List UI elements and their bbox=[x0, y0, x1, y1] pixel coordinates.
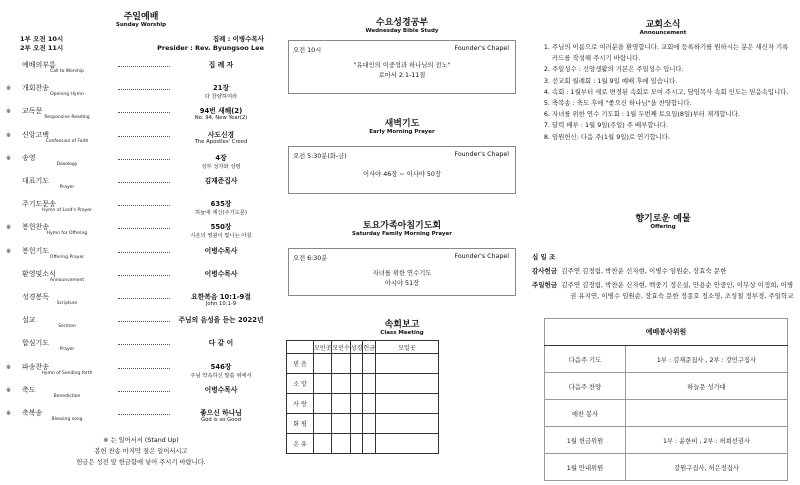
duty-value: 강원구집사, 허은정집사 bbox=[626, 454, 788, 481]
dawn-scripture: 이사야 46장 ~ 이사야 50장 bbox=[363, 171, 441, 178]
table-header: 헌금 bbox=[363, 341, 376, 354]
order-item-name: 성경봉독 bbox=[22, 293, 50, 301]
news-subtitle: Announcement bbox=[639, 30, 687, 36]
dotted-leader bbox=[118, 107, 170, 113]
list-item: 6. 자녀를 위한 연수 기도회 : 1월 두번째 토요일(8일)부터 재개합니다. bbox=[552, 109, 790, 120]
order-item-name: 신앙고백 bbox=[22, 130, 50, 139]
order-item-name: 봉헌찬송 bbox=[22, 223, 50, 232]
order-item-value: 요한복음 10:1-9절 bbox=[191, 293, 251, 301]
dawn-place: Founder's Chapel bbox=[454, 151, 509, 158]
duty-value bbox=[626, 400, 788, 427]
order-item-name: 개회찬송 bbox=[22, 84, 50, 93]
order-item-name: 합심기도 bbox=[22, 339, 50, 348]
saturday-header bbox=[282, 221, 522, 238]
dotted-leader bbox=[118, 61, 170, 67]
order-item bbox=[6, 128, 272, 152]
table-header bbox=[287, 341, 314, 354]
wednesday-topic: "유대인의 이중성과 하나님의 전노" bbox=[353, 62, 451, 69]
thanks-offering-label: 감사헌금 bbox=[532, 267, 558, 275]
order-item bbox=[10, 313, 272, 337]
stand-up-mark: ※ bbox=[6, 386, 12, 394]
dotted-leader bbox=[118, 363, 170, 369]
order-item-detail: God is so Good bbox=[201, 417, 241, 423]
volunteers-title: 예배봉사위원 bbox=[545, 319, 788, 346]
worship-title: 주일예배 bbox=[123, 12, 159, 22]
table-row bbox=[545, 373, 788, 400]
order-item bbox=[10, 174, 272, 198]
class-meeting-header-row bbox=[287, 341, 439, 354]
order-item-name: 송영 bbox=[22, 153, 36, 162]
order-item-english: Prayer bbox=[59, 347, 75, 353]
worship-subtitle: Sunday Worship bbox=[115, 22, 167, 28]
order-item-detail: 성부 성자와 성령 bbox=[201, 163, 241, 170]
footer-offering-note: 봉헌 찬송 마지막 절은 일어서시고 bbox=[94, 448, 188, 455]
wednesday-box bbox=[288, 40, 516, 94]
order-item-value: 546장 bbox=[210, 362, 232, 371]
list-item: 4. 속회 : 1월부터 새로 변경된 속회로 모여 주시고, 담임목사 속회 인도는 믿음속입니다. bbox=[552, 87, 790, 98]
stand-up-mark: ※ bbox=[6, 85, 12, 93]
order-item-detail: 다 찬양하여라 bbox=[204, 94, 238, 101]
order-item-english: Opening Hymn bbox=[50, 92, 84, 98]
order-item-english: Benediction bbox=[53, 393, 81, 399]
row-label: 사 랑 bbox=[287, 394, 314, 414]
order-item-value: 주님의 음성을 듣는 2022년 bbox=[178, 316, 264, 325]
order-item-name: 봉헌기도 bbox=[22, 246, 50, 255]
table-row bbox=[287, 354, 439, 374]
news-title: 교회소식 bbox=[645, 20, 681, 30]
news-header bbox=[532, 20, 794, 37]
dotted-leader bbox=[118, 386, 170, 392]
thanks-offering-names: 김주연 김정림, 박찬운 신자현, 이병수 임원순, 장효숙 문한 bbox=[561, 267, 727, 275]
order-item-english: Responsive Reading bbox=[44, 115, 90, 121]
order-item bbox=[6, 151, 272, 175]
news-panel bbox=[532, 0, 794, 485]
order-item-detail: 주님 약속하신 말씀 위에서 bbox=[190, 372, 252, 379]
duty-label: 1월 헌금위원 bbox=[545, 427, 626, 454]
tithe-label: 십 일 조 bbox=[532, 253, 556, 261]
order-item-name: 대표기도 bbox=[22, 177, 50, 185]
order-item-english: Sermon bbox=[58, 324, 76, 330]
wednesday-subtitle: Wednesday Bible Study bbox=[365, 28, 439, 34]
order-item-name: 환영및소식 bbox=[22, 269, 56, 278]
stand-up-mark: ※ bbox=[6, 410, 12, 417]
order-item bbox=[6, 81, 272, 105]
dotted-leader bbox=[118, 200, 170, 206]
duty-label: 다음주 찬양 bbox=[545, 373, 626, 400]
thanks-offering-line bbox=[532, 266, 794, 277]
wednesday-time: 오전 10시 bbox=[293, 47, 322, 54]
dawn-header bbox=[282, 119, 522, 136]
order-item bbox=[6, 360, 272, 384]
order-item-value: 4장 bbox=[215, 153, 227, 162]
duty-value: 1부 : 김재준집사 , 2부 : 강민구집사 bbox=[626, 346, 788, 373]
table-row bbox=[287, 414, 439, 434]
order-item-name: 축도 bbox=[22, 385, 36, 394]
footer-offering-box-note: 헌금은 성전 앞 헌금함에 넣어 주시기 바랍니다. bbox=[76, 459, 206, 466]
order-item-value: 김재준집사 bbox=[204, 177, 238, 185]
dotted-leader bbox=[118, 316, 170, 322]
order-item-value: 좋으신 하나님 bbox=[200, 409, 242, 417]
order-item-english: Blessing song bbox=[51, 417, 83, 422]
service-time-1: 1부 오전 10시 bbox=[20, 35, 64, 43]
order-item-english: Hymn of Sending forth bbox=[41, 370, 93, 376]
saturday-time: 오전 6:30분 bbox=[293, 255, 328, 262]
saturday-place: Founder's Chapel bbox=[454, 253, 509, 260]
table-row bbox=[545, 427, 788, 454]
order-item-english: Hymn of Lord's Prayer bbox=[42, 208, 92, 214]
order-item-name: 주기도문송 bbox=[22, 200, 56, 209]
dotted-leader bbox=[118, 339, 170, 345]
class-meeting-table bbox=[286, 340, 439, 454]
order-item-value: 94번 새해(2) bbox=[199, 107, 243, 116]
sunday-offering-label: 주일헌금 bbox=[532, 281, 558, 289]
duty-value: 하늘문 성가대 bbox=[626, 373, 788, 400]
cell-header bbox=[282, 320, 522, 337]
order-item bbox=[10, 336, 272, 360]
footer-stand-note: ※ 는 일어서서 (Stand Up) bbox=[103, 437, 179, 444]
presider-kr: 집례 : 이병수목사 bbox=[212, 35, 264, 43]
row-label: 온 유 bbox=[287, 434, 314, 454]
stand-up-mark: ※ bbox=[6, 363, 12, 371]
saturday-topic: 자녀를 위한 연수기도 bbox=[372, 270, 432, 277]
stand-up-mark: ※ bbox=[6, 154, 12, 162]
list-item: 2. 주일성수 : 신앙생활의 기본은 주일성수 입니다. bbox=[552, 64, 790, 75]
table-header: 모인곳 bbox=[314, 341, 332, 354]
order-item-english: Call to Worship bbox=[50, 69, 84, 74]
order-item bbox=[10, 197, 272, 221]
worship-volunteers-table bbox=[544, 318, 788, 481]
order-item-value: 사도신경 bbox=[207, 130, 235, 139]
saturday-title: 토요가족아침기도회 bbox=[362, 221, 442, 231]
table-row bbox=[287, 374, 439, 394]
schedule-panel bbox=[282, 0, 522, 485]
order-item-name: 예배의부름 bbox=[22, 61, 56, 69]
list-item: 7. 달력 배부 : 1월 9일(주일) 주 배부합니다. bbox=[552, 120, 790, 131]
table-row bbox=[287, 394, 439, 414]
service-time-2: 2부 오전 11시 bbox=[20, 44, 64, 52]
duty-value: 1부 : 윤한비 , 2부 : 허희선권사 bbox=[626, 427, 788, 454]
duty-label: 애찬 봉사 bbox=[545, 400, 626, 427]
dotted-leader bbox=[118, 154, 170, 160]
order-item-value: 550장 bbox=[210, 223, 232, 232]
dawn-subtitle: Early Morning Prayer bbox=[369, 129, 435, 135]
offering-subtitle: Offering bbox=[650, 224, 676, 230]
cell-subtitle: Class Meeting bbox=[380, 330, 424, 336]
row-label: 소 망 bbox=[287, 374, 314, 394]
order-item-value: 이병수목사 bbox=[204, 385, 238, 394]
wednesday-title: 수요성경공부 bbox=[375, 18, 429, 28]
order-item-detail: John 10:1-9 bbox=[205, 301, 237, 307]
dotted-leader bbox=[118, 177, 170, 183]
order-item bbox=[6, 383, 272, 407]
stand-up-mark: ※ bbox=[6, 224, 12, 232]
list-item: 1. 주님의 이름으로 여러분을 환영합니다. 교회에 등록하기를 원하시는 분은 새신자 기록카드를 작성해 주시기 바랍니다. bbox=[552, 42, 790, 64]
order-item-detail: 시온의 영광이 빛나는 아침 bbox=[190, 233, 252, 240]
stand-up-mark: ※ bbox=[6, 108, 12, 116]
order-item-english: Prayer bbox=[59, 185, 75, 190]
dotted-leader bbox=[118, 223, 170, 229]
order-item-detail: No. 94, New Year(2) bbox=[194, 115, 248, 122]
table-row bbox=[545, 454, 788, 481]
order-item-value: 635장 bbox=[210, 200, 232, 209]
order-item-value: 이병수목사 bbox=[204, 246, 238, 255]
wednesday-scripture: 로마서 2:1-11절 bbox=[378, 72, 426, 79]
list-item: 5. 축복송 : 축도 후에 "좋으신 하나님"을 찬양합니다. bbox=[552, 98, 790, 109]
order-item bbox=[6, 104, 272, 128]
order-item-value: 21장 bbox=[212, 84, 230, 93]
order-item bbox=[10, 290, 272, 314]
dotted-leader bbox=[118, 131, 170, 137]
order-item-name: 축복송 bbox=[22, 409, 43, 417]
stand-up-mark: ※ bbox=[6, 131, 12, 139]
table-row bbox=[545, 400, 788, 427]
dotted-leader bbox=[118, 293, 170, 299]
offering-title: 향기로운 예물 bbox=[635, 214, 691, 224]
order-item bbox=[6, 406, 272, 430]
order-item-name: 파송찬송 bbox=[22, 362, 50, 371]
table-row bbox=[287, 434, 439, 454]
list-item: 3. 선교회 월례회 : 1월 9일 예배 후에 있습니다. bbox=[552, 76, 790, 87]
order-item bbox=[6, 220, 272, 244]
row-label: 화 평 bbox=[287, 414, 314, 434]
order-item-value: 다 같 이 bbox=[208, 339, 234, 348]
list-item: 8. 임원헌신: 다음 주(1월 9일)로 연기합니다. bbox=[552, 132, 790, 143]
dotted-leader bbox=[118, 84, 170, 90]
table-header: 모인수 bbox=[332, 341, 350, 354]
table-row bbox=[545, 346, 788, 373]
worship-header bbox=[10, 12, 272, 29]
saturday-box bbox=[288, 248, 516, 296]
presider-en: Presider : Rev. Byungsoo Lee bbox=[157, 44, 264, 52]
dawn-box bbox=[288, 146, 516, 194]
stand-up-mark: ※ bbox=[6, 247, 12, 255]
order-item-name: 설교 bbox=[22, 316, 36, 325]
order-item-english: Scripture bbox=[56, 301, 78, 306]
order-item-detail: The Apostles' Creed bbox=[194, 138, 248, 145]
cell-title: 속회보고 bbox=[384, 320, 420, 330]
dotted-leader bbox=[118, 409, 170, 415]
dotted-leader bbox=[118, 270, 170, 276]
order-item-english: Confession of Faith bbox=[45, 138, 89, 144]
saturday-scripture: 아시야 51장 bbox=[384, 280, 420, 287]
table-header: 모일곳 bbox=[375, 341, 438, 354]
order-item bbox=[10, 58, 272, 82]
dawn-title: 새벽기도 bbox=[384, 119, 420, 129]
row-label: 믿 음 bbox=[287, 354, 314, 374]
order-item-english: Doxology bbox=[56, 161, 78, 167]
order-item-value: 집 례 자 bbox=[208, 61, 234, 69]
announcement-list bbox=[540, 42, 790, 143]
duty-label: 1월 안내위원 bbox=[545, 454, 626, 481]
sunday-worship-panel bbox=[6, 0, 272, 485]
duty-label: 다음주 기도 bbox=[545, 346, 626, 373]
order-item bbox=[6, 244, 272, 268]
order-item-detail: 하늘에 계신(주기도문) bbox=[195, 210, 247, 217]
wednesday-header bbox=[282, 18, 522, 35]
order-item-english: Offering Prayer bbox=[49, 254, 85, 260]
saturday-subtitle: Saturday Family Morning Prayer bbox=[352, 231, 452, 237]
tithe-line bbox=[532, 252, 555, 263]
wednesday-place: Founder's Chapel bbox=[454, 45, 509, 52]
table-header: 성경 bbox=[350, 341, 363, 354]
order-item bbox=[10, 267, 272, 291]
order-item-english: Hymn for Offering bbox=[46, 231, 88, 237]
dawn-time: 오전 5:30분(화-금) bbox=[293, 153, 347, 160]
sunday-offering-names: 김주연 김정림, 박찬운 신자현, 백중기 정은실, 안용순 안중인, 이무상 이정희, 이병권 유지연, 이병수 임원순, 장효숙 문한 정종호 정소영, 조성철 정부경, 주일학교 bbox=[561, 281, 794, 300]
order-item-name: 교독문 bbox=[22, 107, 43, 116]
sunday-offering-line bbox=[532, 280, 794, 302]
order-item-english: Announcement bbox=[49, 277, 85, 283]
order-item-value: 이병수목사 bbox=[204, 269, 238, 278]
offering-header bbox=[532, 214, 794, 231]
dotted-leader bbox=[118, 247, 170, 253]
